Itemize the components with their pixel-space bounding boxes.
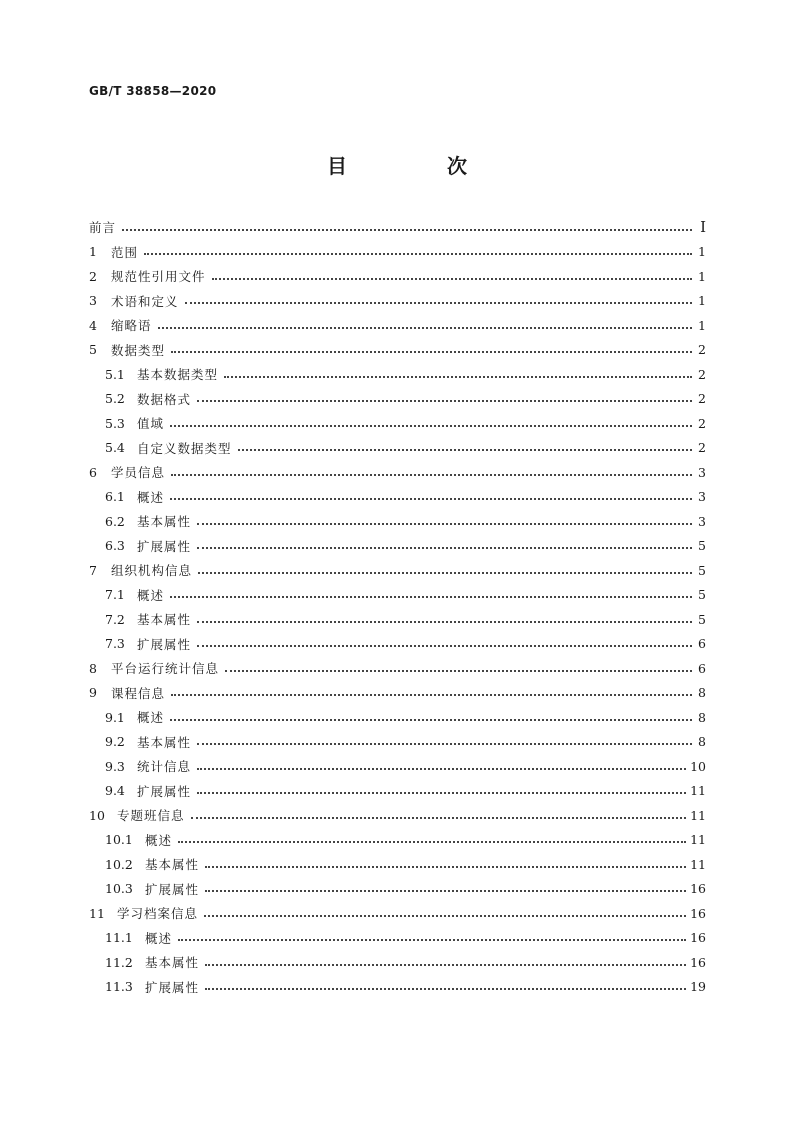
toc-entry[interactable] (89, 803, 706, 828)
toc-entry[interactable] (89, 534, 706, 559)
toc-entry-number: 5.2 (105, 391, 125, 407)
toc-list (89, 215, 706, 999)
toc-entry-page: 8 (698, 685, 706, 701)
toc-entry[interactable] (89, 240, 706, 265)
toc-entry[interactable] (89, 681, 706, 706)
toc-entry-number: 9.4 (105, 783, 125, 799)
dot-leader (191, 804, 687, 819)
toc-entry-page: 5 (698, 562, 706, 578)
toc-entry-page: 6 (698, 636, 706, 652)
dot-leader (170, 706, 692, 721)
toc-entry-page: 16 (690, 954, 706, 970)
toc-entry[interactable] (89, 926, 706, 951)
toc-title: 目 次 (327, 154, 507, 178)
toc-entry-page: 16 (690, 930, 706, 946)
toc-entry-label: 概述 (137, 710, 165, 726)
toc-entry-label: 概述 (145, 930, 173, 946)
toc-entry-page: 3 (698, 513, 706, 529)
dot-leader (170, 412, 692, 427)
dot-leader (185, 290, 692, 305)
dot-leader (197, 731, 692, 746)
toc-entry-number: 9.3 (105, 758, 125, 774)
toc-entry-number: 11 (89, 905, 105, 921)
toc-entry-number: 4 (89, 317, 97, 333)
toc-entry-label: 基本属性 (137, 612, 192, 628)
toc-entry[interactable] (89, 264, 706, 289)
toc-entry-label: 基本数据类型 (137, 367, 219, 383)
toc-entry-number: 5.3 (105, 415, 125, 431)
toc-entry-number: 11.3 (105, 979, 133, 995)
dot-leader (171, 461, 692, 476)
toc-entry-number: 6.2 (105, 513, 125, 529)
toc-entry-page: 2 (698, 342, 706, 358)
toc-entry[interactable] (89, 607, 706, 632)
toc-entry-page: 1 (698, 268, 706, 284)
toc-entry-number: 7 (89, 562, 97, 578)
toc-entry-number: 1 (89, 244, 97, 260)
dot-leader (197, 755, 686, 770)
toc-entry-page: 8 (698, 709, 706, 725)
toc-entry-label: 缩略语 (111, 318, 152, 334)
toc-entry-number: 10.1 (105, 832, 133, 848)
toc-entry-label: 数据格式 (137, 391, 192, 407)
dot-leader (225, 657, 692, 672)
toc-entry[interactable] (89, 656, 706, 681)
toc-entry[interactable] (89, 436, 706, 461)
toc-entry-page: 5 (698, 538, 706, 554)
toc-entry-page: 5 (698, 587, 706, 603)
toc-entry-label: 专题班信息 (117, 808, 185, 824)
toc-entry-number: 9.1 (105, 709, 125, 725)
dot-leader (205, 976, 686, 991)
toc-entry-label: 平台运行统计信息 (111, 661, 220, 677)
toc-entry[interactable] (89, 362, 706, 387)
toc-entry[interactable] (89, 901, 706, 926)
toc-entry[interactable] (89, 411, 706, 436)
toc-entry[interactable] (89, 730, 706, 755)
toc-entry-number: 10.2 (105, 856, 133, 872)
toc-entry-page: 3 (698, 489, 706, 505)
toc-entry[interactable] (89, 215, 706, 240)
toc-entry-label: 统计信息 (137, 759, 192, 775)
toc-entry[interactable] (89, 852, 706, 877)
toc-entry-label: 学习档案信息 (117, 906, 199, 922)
toc-entry[interactable] (89, 779, 706, 804)
dot-leader (212, 265, 692, 280)
toc-entry[interactable] (89, 313, 706, 338)
dot-leader (197, 780, 686, 795)
toc-entry[interactable] (89, 509, 706, 534)
dot-leader (205, 878, 686, 893)
toc-entry-number: 10.3 (105, 881, 133, 897)
dot-leader (170, 584, 692, 599)
dot-leader (224, 363, 692, 378)
toc-entry-number: 2 (89, 268, 97, 284)
toc-entry-label: 概述 (137, 489, 165, 505)
toc-entry[interactable] (89, 289, 706, 314)
dot-leader (197, 535, 692, 550)
dot-leader (238, 437, 692, 452)
toc-entry-label: 基本属性 (145, 955, 200, 971)
toc-entry-page: I (700, 218, 706, 237)
dot-leader (178, 829, 686, 844)
toc-entry[interactable] (89, 460, 706, 485)
toc-entry[interactable] (89, 558, 706, 583)
toc-entry-page: 3 (698, 464, 706, 480)
standard-code: GB/T 38858—2020 (89, 84, 217, 98)
toc-entry-page: 6 (698, 660, 706, 676)
toc-entry-number: 9 (89, 685, 97, 701)
toc-entry-label: 扩展属性 (137, 538, 192, 554)
dot-leader (198, 559, 692, 574)
toc-entry-page: 11 (690, 832, 706, 848)
toc-entry-page: 1 (698, 244, 706, 260)
toc-entry-label: 基本属性 (137, 734, 192, 750)
toc-entry-label: 规范性引用文件 (111, 269, 206, 285)
toc-entry[interactable] (89, 583, 706, 608)
dot-leader (171, 682, 692, 697)
toc-entry-page: 11 (690, 856, 706, 872)
toc-entry-label: 扩展属性 (137, 636, 192, 652)
toc-entry-number: 6.1 (105, 489, 125, 505)
toc-entry[interactable] (89, 828, 706, 853)
toc-entry-page: 5 (698, 611, 706, 627)
toc-entry-label: 基本属性 (137, 514, 192, 530)
toc-entry-number: 6 (89, 464, 97, 480)
toc-entry-page: 2 (698, 415, 706, 431)
toc-entry[interactable] (89, 975, 706, 1000)
toc-entry-label: 课程信息 (111, 685, 166, 701)
toc-entry-page: 16 (690, 881, 706, 897)
toc-entry-number: 11.2 (105, 954, 133, 970)
dot-leader (205, 853, 686, 868)
dot-leader (205, 951, 686, 966)
dot-leader (158, 314, 692, 329)
toc-entry-label: 组织机构信息 (111, 563, 193, 579)
dot-leader (197, 608, 692, 623)
toc-entry[interactable] (89, 754, 706, 779)
toc-entry-label: 值域 (137, 416, 165, 432)
toc-entry-number: 7.1 (105, 587, 125, 603)
toc-entry-number: 6.3 (105, 538, 125, 554)
toc-entry[interactable] (89, 705, 706, 730)
toc-entry-page: 10 (690, 758, 706, 774)
toc-entry-page: 2 (698, 366, 706, 382)
toc-entry-page: 19 (690, 979, 706, 995)
toc-entry-number: 5 (89, 342, 97, 358)
dot-leader (197, 388, 692, 403)
toc-entry-label: 学员信息 (111, 465, 166, 481)
toc-entry[interactable] (89, 877, 706, 902)
toc-entry-page: 16 (690, 905, 706, 921)
toc-entry-page: 11 (690, 783, 706, 799)
toc-entry-number: 5.4 (105, 440, 125, 456)
toc-entry[interactable] (89, 485, 706, 510)
toc-entry[interactable] (89, 950, 706, 975)
dot-leader (204, 902, 686, 917)
toc-entry-label: 扩展属性 (145, 881, 200, 897)
toc-entry-number: 5.1 (105, 366, 125, 382)
toc-entry-label: 自定义数据类型 (137, 440, 232, 456)
toc-entry-number: 7.3 (105, 636, 125, 652)
toc-entry-label: 术语和定义 (111, 293, 179, 309)
toc-entry-page: 1 (698, 317, 706, 333)
toc-entry-label: 概述 (137, 587, 165, 603)
dot-leader (170, 486, 692, 501)
toc-entry[interactable] (89, 632, 706, 657)
toc-entry-number: 8 (89, 660, 97, 676)
toc-entry-label: 基本属性 (145, 857, 200, 873)
toc-entry-label: 扩展属性 (137, 783, 192, 799)
dot-leader (178, 927, 686, 942)
dot-leader (171, 339, 692, 354)
dot-leader (197, 633, 692, 648)
dot-leader (144, 241, 692, 256)
dot-leader (197, 510, 692, 525)
toc-entry-label: 数据类型 (111, 342, 166, 358)
toc-entry-number: 9.2 (105, 734, 125, 750)
toc-entry-label: 概述 (145, 832, 173, 848)
toc-entry[interactable] (89, 387, 706, 412)
toc-entry-page: 2 (698, 391, 706, 407)
toc-entry-label: 范围 (111, 244, 139, 260)
toc-entry[interactable] (89, 338, 706, 363)
toc-entry-label: 前言 (89, 220, 117, 236)
toc-entry-number: 7.2 (105, 611, 125, 627)
toc-entry-number: 10 (89, 807, 105, 823)
toc-entry-number: 3 (89, 293, 97, 309)
toc-entry-page: 2 (698, 440, 706, 456)
toc-entry-page: 1 (698, 293, 706, 309)
toc-entry-page: 8 (698, 734, 706, 750)
toc-entry-label: 扩展属性 (145, 979, 200, 995)
toc-entry-page: 11 (690, 807, 706, 823)
dot-leader (122, 216, 692, 231)
toc-entry-number: 11.1 (105, 930, 133, 946)
